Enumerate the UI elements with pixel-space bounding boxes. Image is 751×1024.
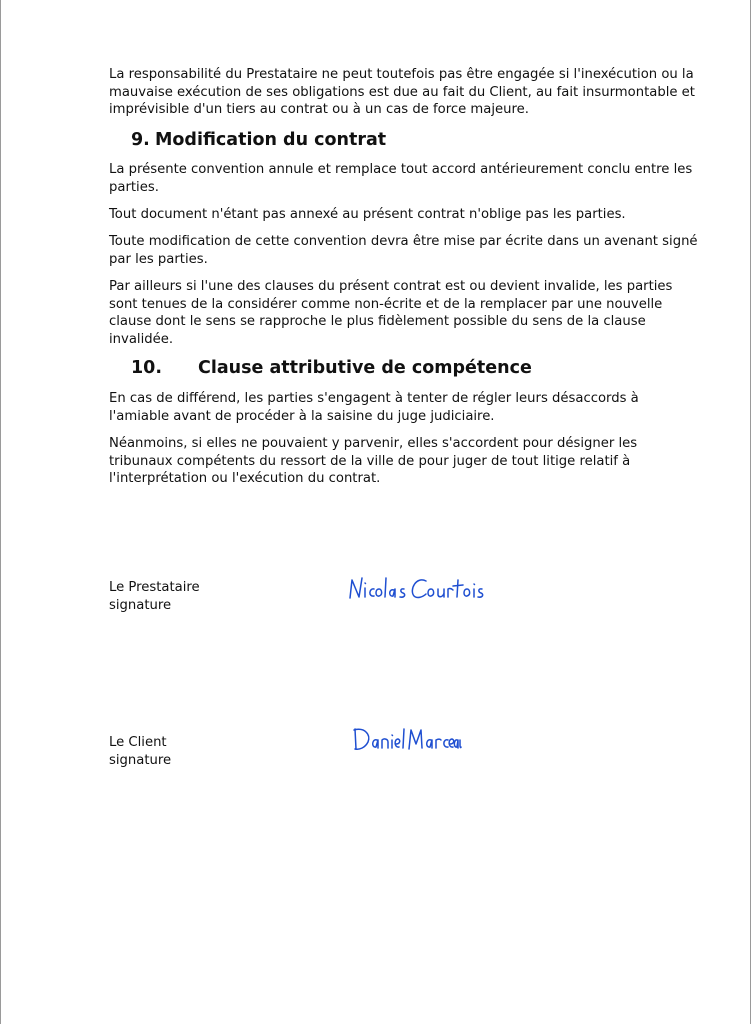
signature-block-client [109,734,171,769]
paragraph-modification: Toute modification de cette convention devra être mise par écrite dans un avenant signé par les parties. [109,234,698,267]
handwritten-signature-prestataire [346,572,486,608]
handwritten-signature-client [351,722,461,758]
section-10-title: Clause attributive de compétence [198,358,532,378]
paragraph-convention: La présente convention annule et remplace tout accord antérieurement conclu entre les parties. [109,162,693,195]
signature-block-prestataire [109,579,200,614]
signature-caption-client: signature [109,752,172,768]
paragraph-tribunaux: Néanmoins, si elles ne pouvaient y parvenir, elles s'accordent pour désigner les tribunaux compétents du ressort de la ville de pour juger de tout litige relatif à l'interprétation ou l'exécution du contrat. [109,436,638,487]
section-10-heading [131,357,532,379]
paragraph-differend: En cas de différend, les parties s'engagent à tenter de régler leurs désaccords à l'amiable avant de procéder à la saisine du juge judiciaire. [109,391,639,424]
paragraph-clause-invalide: Par ailleurs si l'une des clauses du présent contrat est ou devient invalide, les parties sont tenues de la considérer comme non-écrite et de la remplacer par une nouvelle clause dont le sens se rapproche le plus fidèlement possible du sens de la clause invalidée. [109,279,673,347]
paragraph-responsabilite: La responsabilité du Prestataire ne peut toutefois pas être engagée si l'inexécution ou la mauvaise exécution de ses obligations est due au fait du Client, au fait insurmontable et imprévisible d'un tiers au contrat ou à un cas de force majeure. [109,67,695,118]
signature-role-client: Le Client [109,735,167,750]
signature-role-prestataire: Le Prestataire [109,580,200,595]
signature-caption-prestataire: signature [109,597,172,613]
section-9-number: 9. [131,130,150,150]
paragraph-document: Tout document n'étant pas annexé au présent contrat n'oblige pas les parties. [109,207,626,222]
section-9-title: Modification du contrat [155,130,387,150]
section-10-number: 10. [131,358,163,378]
section-9-heading [131,129,386,151]
